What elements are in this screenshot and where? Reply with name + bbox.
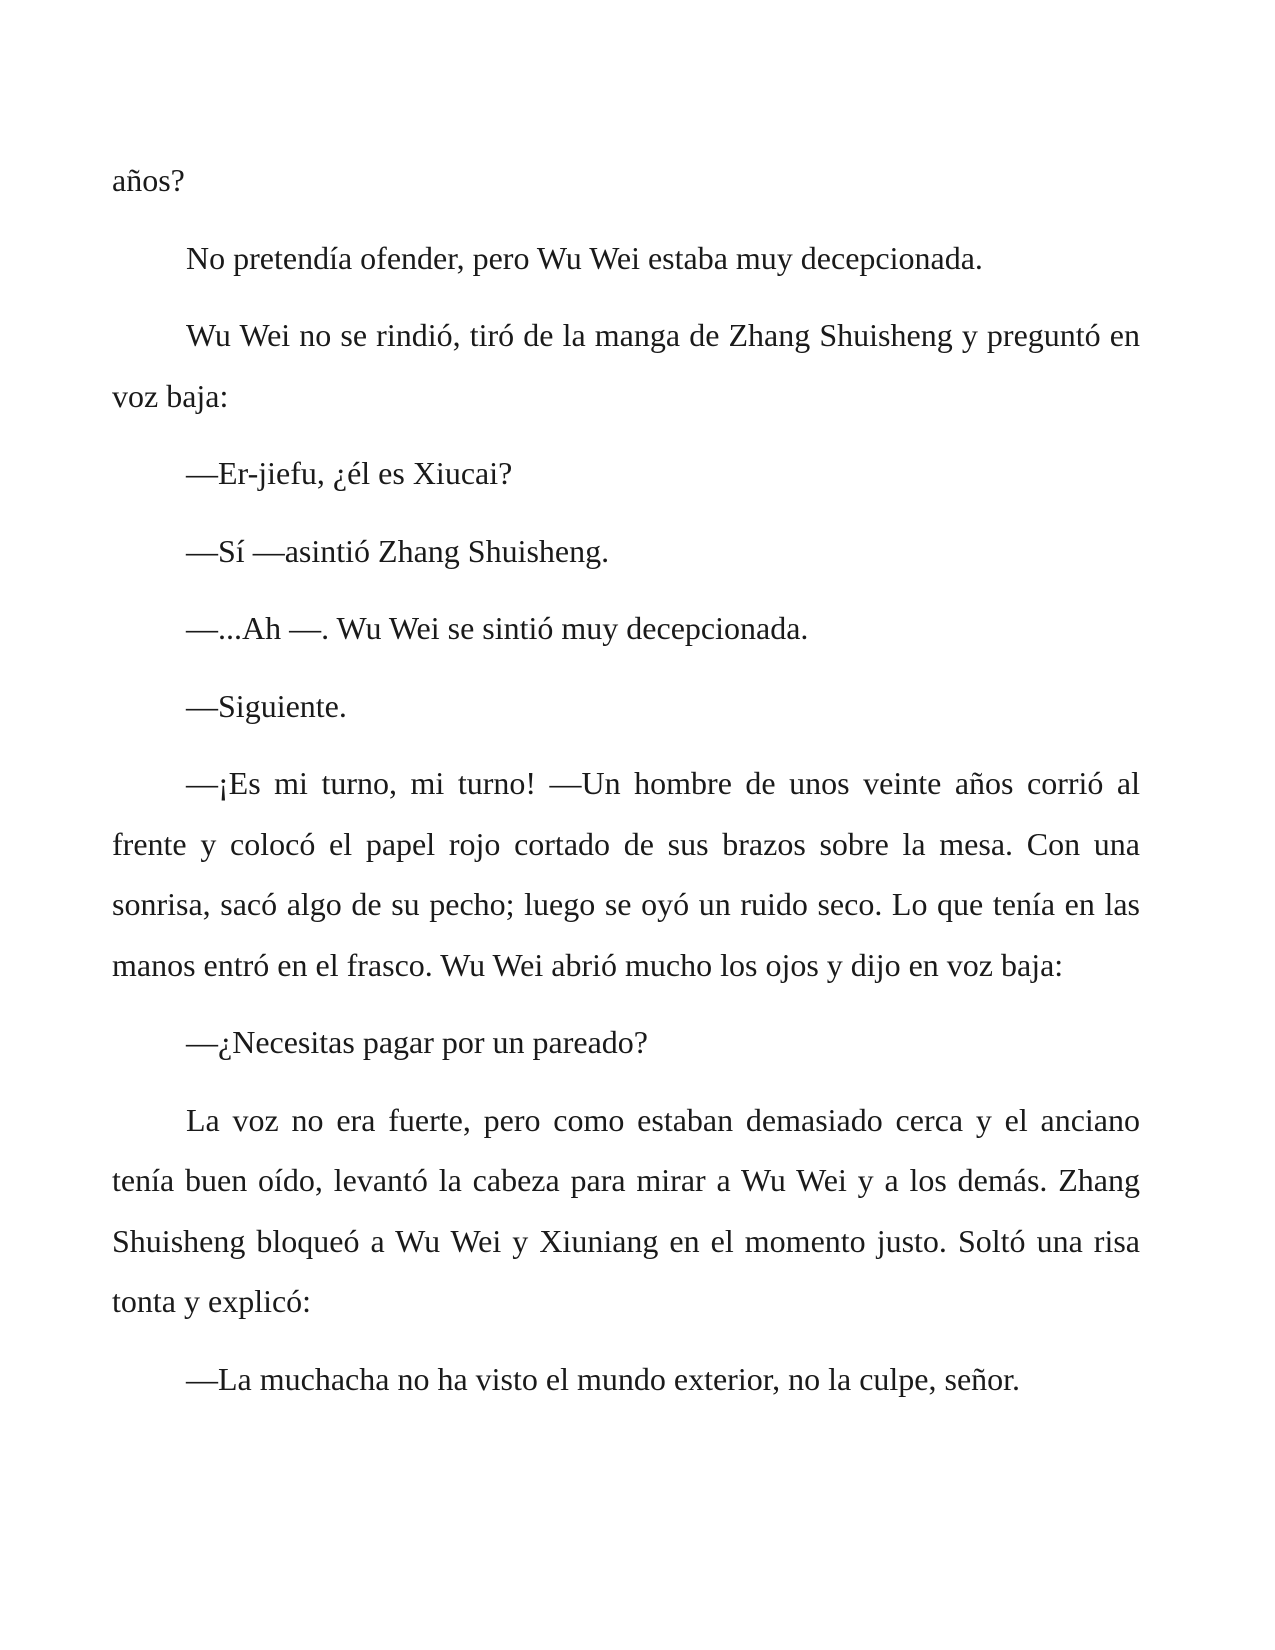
dialogue-line: —Sí —asintió Zhang Shuisheng.: [186, 532, 610, 569]
paragraph: No pretendía ofender, pero Wu Wei estaba muy decepcionada.: [186, 239, 983, 276]
dialogue-line: —Er-jiefu, ¿él es Xiucai?: [186, 455, 513, 491]
dialogue-line: —¡Es mi turno, mi turno! —Un hombre de unos veinte años corrió al frente y colocó el papel rojo cortado de sus brazos sobre la mesa. Con una sonrisa, sacó algo de su pecho; luego se oyó un ruido seco. Lo que tenía en las manos entró en el frasco. Wu Wei abrió mucho los ojos y dijo en voz baja:: [112, 765, 1140, 983]
dialogue-line: —La muchacha no ha visto el mundo exterior, no la culpe, señor.: [186, 1360, 1021, 1397]
dialogue-line: —¿Necesitas pagar por un pareado?: [186, 1024, 648, 1060]
paragraph: Wu Wei no se rindió, tiró de la manga de Zhang Shuisheng y preguntó en voz baja:: [112, 317, 1140, 414]
paragraph-continuation: años?: [112, 162, 185, 198]
dialogue-line: —...Ah —. Wu Wei se sintió muy decepcionada.: [186, 610, 809, 646]
document-page: [112, 150, 1140, 1409]
paragraph: La voz no era fuerte, pero como estaban demasiado cerca y el anciano tenía buen oído, levantó la cabeza para mirar a Wu Wei y a los demás. Zhang Shuisheng bloqueó a Wu Wei y Xiuniang en el momento justo. Soltó una risa tonta y explicó:: [112, 1101, 1140, 1319]
dialogue-line: —Siguiente.: [186, 687, 347, 724]
